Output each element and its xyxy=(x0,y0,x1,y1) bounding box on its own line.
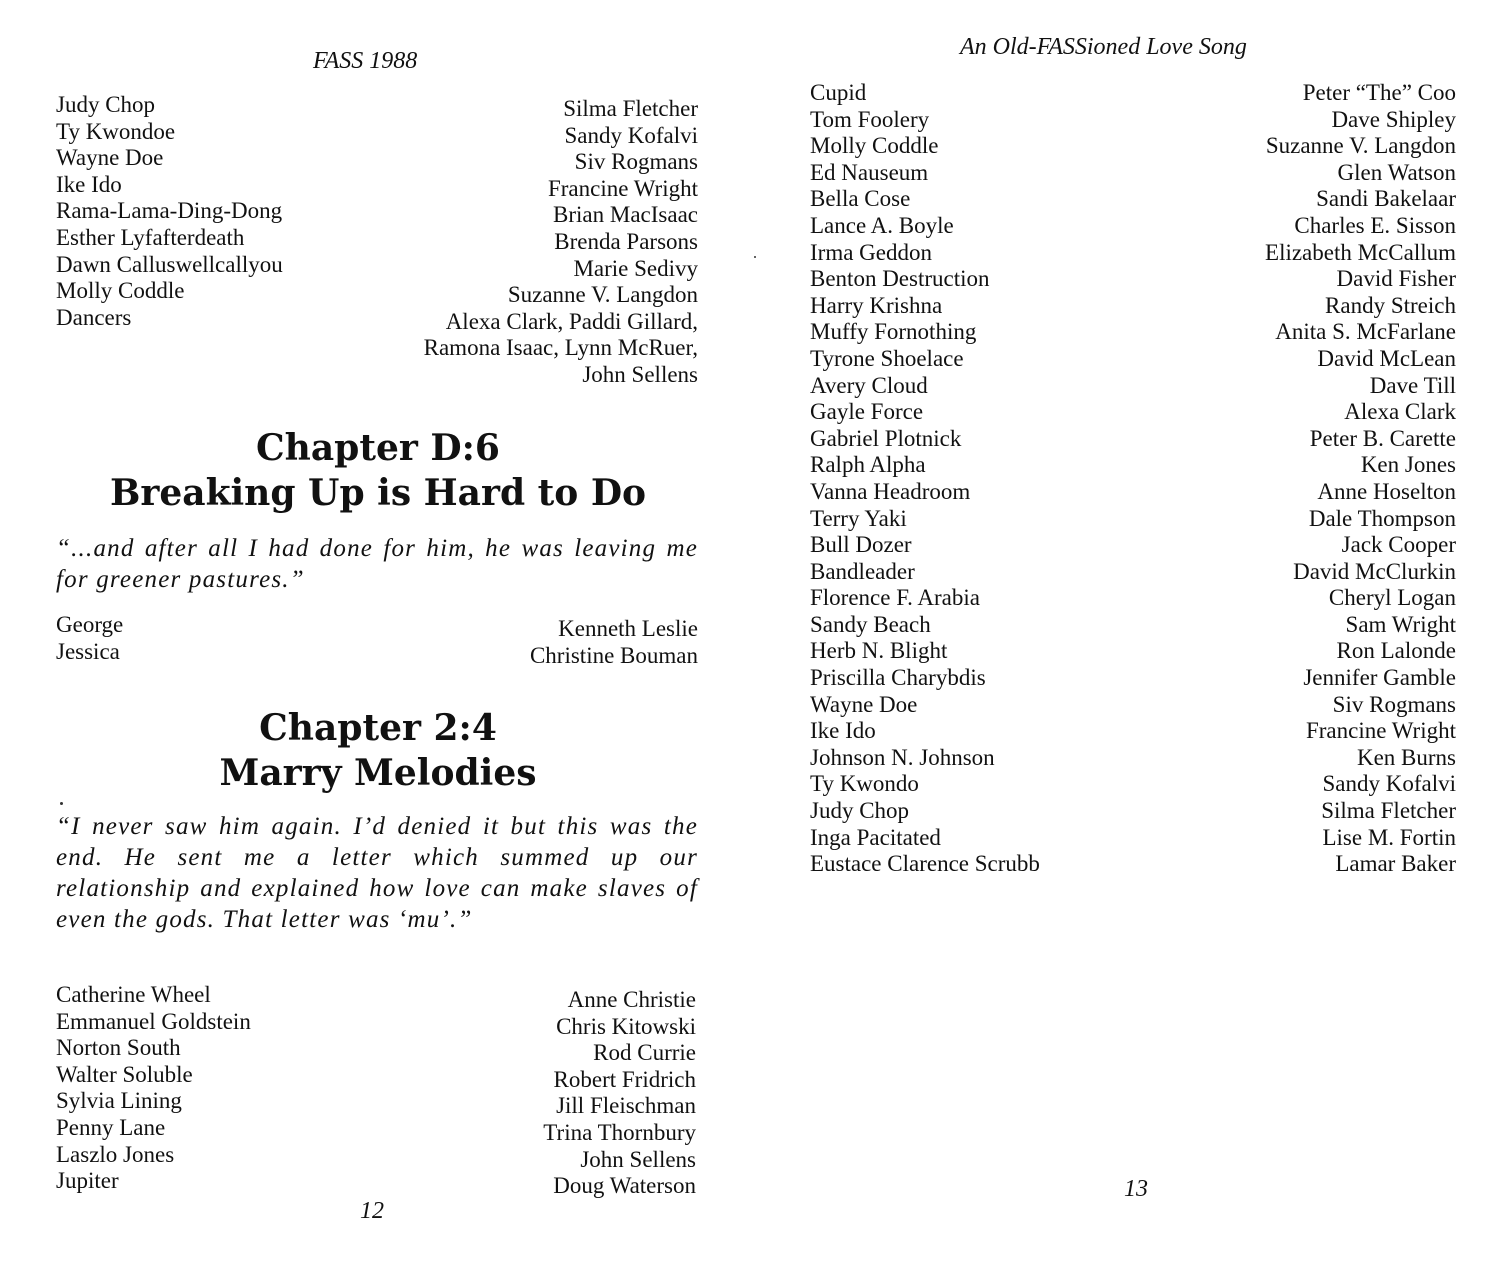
cast-actor: Randy Streich xyxy=(1325,292,1456,318)
cast-role: Gabriel Plotnick xyxy=(810,425,962,451)
cast-actor: Doug Waterson xyxy=(553,1173,696,1199)
cast-actor: Siv Rogmans xyxy=(574,149,698,175)
cast-row xyxy=(810,319,1456,346)
cast-row xyxy=(810,559,1456,586)
cast-actor: Lamar Baker xyxy=(1335,851,1456,877)
cast-actor: Charles E. Sisson xyxy=(1294,212,1456,238)
cast-role: Benton Destruction xyxy=(810,266,990,292)
cast-role: Laszlo Jones xyxy=(56,1141,175,1167)
cast-actor: Suzanne V. Langdon xyxy=(1265,133,1456,159)
cast-role: Irma Geddon xyxy=(810,239,932,265)
cast-role: Harry Krishna xyxy=(810,292,943,318)
chapter-title: Breaking Up is Hard to Do xyxy=(109,472,647,514)
cast-role: Priscilla Charybdis xyxy=(810,665,986,691)
chapter-number: Chapter D:6 xyxy=(256,427,500,469)
cast-row xyxy=(810,745,1456,772)
cast-actors-24 xyxy=(543,987,696,1200)
cast-actor: Francine Wright xyxy=(1305,718,1456,744)
cast-actor: Jill Fleischman xyxy=(556,1093,696,1119)
cast-role: Bull Dozer xyxy=(810,532,912,558)
cast-actors-top xyxy=(424,96,698,389)
cast-row xyxy=(810,80,1456,107)
cast-row xyxy=(810,851,1456,878)
page-number-left: 12 xyxy=(360,1198,384,1224)
cast-row xyxy=(810,160,1456,187)
cast-row xyxy=(810,107,1456,134)
cast-list-top xyxy=(56,92,698,392)
cast-actor: Peter B. Carette xyxy=(1309,425,1456,451)
cast-role: Dancers xyxy=(56,304,132,330)
chapter-number: Chapter 2:4 xyxy=(259,707,497,749)
cast-actor: Sandi Bakelaar xyxy=(1316,186,1456,212)
cast-actor: Alexa Clark xyxy=(1344,399,1456,425)
cast-actor: Jack Cooper xyxy=(1341,532,1456,558)
cast-role: Catherine Wheel xyxy=(56,982,211,1007)
cast-actor: Anne Christie xyxy=(567,987,696,1012)
cast-row xyxy=(810,266,1456,293)
cast-actor: Brian MacIsaac xyxy=(553,202,698,228)
ink-speck xyxy=(60,802,63,805)
ink-speck xyxy=(754,256,756,258)
cast-role: Ty Kwondo xyxy=(810,771,919,797)
cast-actor: Jennifer Gamble xyxy=(1303,665,1456,691)
cast-role: Dawn Calluswellcallyou xyxy=(56,251,283,277)
cast-actor: Alexa Clark, Paddi Gillard, xyxy=(445,308,698,334)
cast-row xyxy=(810,771,1456,798)
cast-role: Florence F. Arabia xyxy=(810,585,980,611)
cast-row xyxy=(810,638,1456,665)
cast-actor: Kenneth Leslie xyxy=(558,616,698,641)
cast-actor: Lise M. Fortin xyxy=(1322,824,1456,850)
cast-role: Terry Yaki xyxy=(810,505,907,531)
cast-role: Muffy Fornothing xyxy=(810,319,977,345)
chapter-title: Marry Melodies xyxy=(219,752,537,794)
cast-role: Herb N. Blight xyxy=(810,638,948,664)
cast-actor: David McLean xyxy=(1317,345,1456,371)
cast-actor: Chris Kitowski xyxy=(556,1013,696,1039)
cast-actor: Elizabeth McCallum xyxy=(1265,239,1456,265)
cast-role: Walter Soluble xyxy=(56,1061,193,1087)
cast-actor: Sandy Kofalvi xyxy=(564,122,698,148)
cast-actor: David McClurkin xyxy=(1293,558,1456,584)
cast-role: Esther Lyfafterdeath xyxy=(56,224,245,250)
cast-role: Emmanuel Goldstein xyxy=(56,1008,251,1034)
cast-role: Norton South xyxy=(56,1035,181,1061)
cast-actor: Ken Jones xyxy=(1360,452,1456,478)
cast-role: Molly Coddle xyxy=(810,133,939,159)
cast-actor: Robert Fridrich xyxy=(553,1066,696,1092)
cast-role: Jessica xyxy=(56,638,120,664)
cast-actor: Silma Fletcher xyxy=(563,96,698,121)
cast-row xyxy=(810,133,1456,160)
cast-role: Ike Ido xyxy=(810,718,876,744)
cast-role: Tyrone Shoelace xyxy=(810,345,964,371)
cast-actor: Ken Burns xyxy=(1356,744,1456,770)
cast-row xyxy=(810,240,1456,267)
cast-actor: Glen Watson xyxy=(1337,159,1456,185)
cast-row xyxy=(810,612,1456,639)
cast-actor: Brenda Parsons xyxy=(554,228,698,254)
cast-actor: Francine Wright xyxy=(547,175,698,201)
running-head-left: FASS 1988 xyxy=(313,48,418,74)
cast-roles-24 xyxy=(56,982,251,1195)
cast-row xyxy=(810,399,1456,426)
chapter-quote-d6: “...and after all I had done for him, he was leaving me for greener pastures.” xyxy=(56,535,698,593)
cast-row xyxy=(810,346,1456,373)
chapter-quote-24: “I never saw him again. I’d denied it but this was the end. He sent me a letter which summed up our relationship and explained how love can make slaves of even the gods. That letter was ‘mu’.” xyxy=(56,813,698,933)
cast-row xyxy=(56,612,698,639)
cast-actor: Anita S. McFarlane xyxy=(1275,319,1456,345)
chapter-heading-d6 xyxy=(56,426,700,516)
cast-row xyxy=(810,426,1456,453)
cast-row xyxy=(810,692,1456,719)
cast-role: George xyxy=(56,612,124,637)
cast-actor: Ramona Isaac, Lynn McRuer, xyxy=(423,335,698,361)
cast-actor: Christine Bouman xyxy=(529,642,698,668)
cast-actor: Suzanne V. Langdon xyxy=(507,282,698,308)
cast-role: Penny Lane xyxy=(56,1114,166,1140)
cast-list-right xyxy=(810,80,1456,878)
cast-actor: John Sellens xyxy=(580,1146,696,1172)
cast-role: Sandy Beach xyxy=(810,611,931,637)
cast-role: Ty Kwondoe xyxy=(56,118,176,144)
cast-actor: Silma Fletcher xyxy=(1321,798,1456,824)
cast-actor: Siv Rogmans xyxy=(1332,691,1456,717)
cast-list-d6 xyxy=(56,612,698,668)
cast-role: Ralph Alpha xyxy=(810,452,926,478)
cast-role: Tom Foolery xyxy=(810,106,930,132)
cast-row xyxy=(810,452,1456,479)
cast-role: Judy Chop xyxy=(56,92,156,117)
cast-role: Sylvia Lining xyxy=(56,1088,182,1114)
cast-row xyxy=(810,665,1456,692)
cast-row xyxy=(810,718,1456,745)
cast-role: Judy Chop xyxy=(810,798,910,824)
cast-actor: Ron Lalonde xyxy=(1336,638,1456,664)
cast-role: Lance A. Boyle xyxy=(810,212,954,238)
cast-row xyxy=(810,373,1456,400)
cast-row xyxy=(810,798,1456,825)
cast-actor: Cheryl Logan xyxy=(1328,585,1456,611)
cast-actor: Dave Till xyxy=(1369,372,1456,398)
cast-row xyxy=(810,213,1456,240)
cast-role: Wayne Doe xyxy=(56,145,164,171)
cast-role: Avery Cloud xyxy=(810,372,928,398)
cast-role: Jupiter xyxy=(56,1168,119,1194)
cast-actor: John Sellens xyxy=(582,361,698,387)
cast-row xyxy=(810,479,1456,506)
cast-row xyxy=(810,186,1456,213)
cast-row xyxy=(810,532,1456,559)
cast-actor: Trina Thornbury xyxy=(543,1119,696,1145)
right-page xyxy=(754,0,1508,1280)
cast-row xyxy=(810,506,1456,533)
cast-row xyxy=(810,825,1456,852)
cast-role: Molly Coddle xyxy=(56,278,185,304)
cast-actor: Dave Shipley xyxy=(1331,106,1456,132)
cast-role: Ed Nauseum xyxy=(810,159,929,185)
cast-role: Rama-Lama-Ding-Dong xyxy=(56,198,283,224)
cast-roles-top xyxy=(56,92,283,331)
running-head-right: An Old-FASSioned Love Song xyxy=(960,34,1247,60)
cast-role: Bandleader xyxy=(810,558,915,584)
cast-role: Gayle Force xyxy=(810,399,924,425)
cast-role: Eustace Clarence Scrubb xyxy=(810,851,1040,877)
cast-role: Inga Pacitated xyxy=(810,824,941,850)
chapter-heading-24 xyxy=(56,706,700,796)
cast-row xyxy=(810,293,1456,320)
cast-list-24 xyxy=(56,982,696,1202)
cast-role: Johnson N. Johnson xyxy=(810,744,995,770)
cast-actor: Dale Thompson xyxy=(1308,505,1456,531)
cast-role: Bella Cose xyxy=(810,186,911,212)
cast-role: Cupid xyxy=(810,80,867,105)
cast-actor: David Fisher xyxy=(1336,266,1456,292)
cast-actor: Rod Currie xyxy=(593,1040,696,1066)
cast-actor: Sandy Kofalvi xyxy=(1322,771,1456,797)
cast-actor: Anne Hoselton xyxy=(1317,478,1456,504)
cast-row xyxy=(810,585,1456,612)
cast-role: Ike Ido xyxy=(56,171,122,197)
cast-actor: Sam Wright xyxy=(1345,611,1456,637)
cast-role: Vanna Headroom xyxy=(810,478,971,504)
cast-actor: Peter “The” Coo xyxy=(1302,80,1456,105)
page-number-right: 13 xyxy=(1124,1176,1148,1202)
cast-role: Wayne Doe xyxy=(810,691,918,717)
cast-actor: Marie Sedivy xyxy=(573,255,698,281)
cast-row xyxy=(56,639,698,666)
